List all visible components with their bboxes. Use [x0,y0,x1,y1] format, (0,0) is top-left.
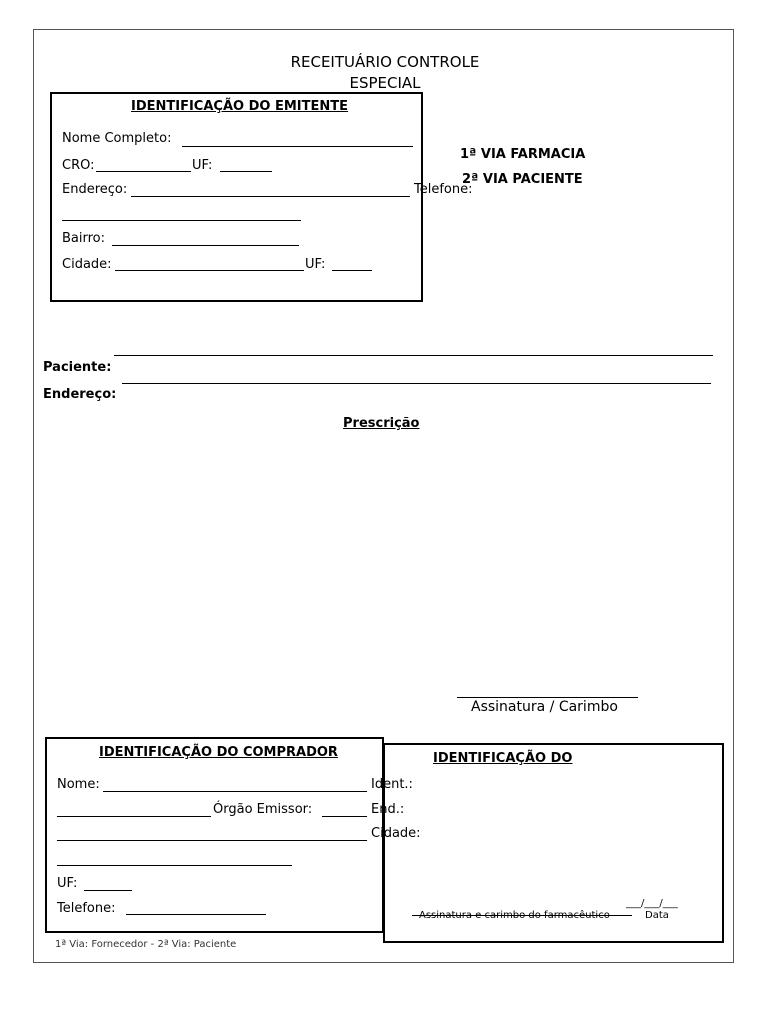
emitente-nome-field[interactable] [182,146,413,147]
emitente-uf-label: UF: [192,158,213,173]
signature-line[interactable] [457,697,638,698]
emitente-endereco-label: Endereço: [62,182,128,197]
emitente-endereco-field[interactable] [131,196,410,197]
comprador-heading: IDENTIFICAÇÃO DO COMPRADOR [99,745,338,760]
fornecedor-end-label: End.: [371,802,405,817]
emitente-endereco-field-2[interactable] [62,220,301,221]
emitente-cidade-label: Cidade: [62,257,112,272]
comprador-orgao-field[interactable] [322,816,367,817]
comprador-telefone-label: Telefone: [57,901,116,916]
emitente-heading: IDENTIFICAÇÃO DO EMITENTE [131,99,348,114]
via-farmacia: 1ª VIA FARMACIA [460,147,586,162]
emitente-telefone-label: Telefone: [414,182,473,197]
prescricao-heading: Prescrição [343,416,420,431]
signature-label: Assinatura / Carimbo [471,699,618,715]
fornecedor-heading: IDENTIFICAÇÃO DO [433,751,573,766]
comprador-orgao-label: Órgão Emissor: [213,802,313,817]
via-paciente: 2ª VIA PACIENTE [462,172,583,187]
paciente-field[interactable] [114,355,713,356]
comprador-endereco-field-2[interactable] [57,865,292,866]
document-title-line1: RECEITUÁRIO CONTROLE [290,53,480,71]
paciente-endereco-field[interactable] [122,383,711,384]
emitente-cro-field[interactable] [96,171,191,172]
document-title-line2: ESPECIAL [349,74,421,92]
comprador-telefone-field[interactable] [126,914,266,915]
emitente-cidade-field[interactable] [115,270,304,271]
fornecedor-ident-label: Ident.: [371,777,413,792]
comprador-uf-label: UF: [57,876,78,891]
footer-note: 1ª Via: Fornecedor - 2ª Via: Paciente [55,939,237,950]
emitente-uf-field[interactable] [220,171,272,172]
emitente-cro-label: CRO: [62,158,95,173]
comprador-uf-field[interactable] [84,890,132,891]
paciente-endereco-label: Endereço: [43,387,117,402]
comprador-endereco-field[interactable] [57,840,367,841]
comprador-nome-field[interactable] [103,791,367,792]
emitente-uf2-field[interactable] [332,270,372,271]
emitente-nome-label: Nome Completo: [62,131,172,146]
farmaceutico-signature-line[interactable] [412,915,632,916]
paciente-label: Paciente: [43,360,112,375]
comprador-nome-label: Nome: [57,777,100,792]
date-label: Data [645,910,669,921]
comprador-documento-field[interactable] [57,816,211,817]
emitente-bairro-label: Bairro: [62,231,106,246]
farmaceutico-signature-label: Assinatura e carimbo do farmacêutico [419,910,610,921]
emitente-uf2-label: UF: [305,257,326,272]
emitente-bairro-field[interactable] [112,245,299,246]
date-field[interactable]: ___/___/___ [626,898,678,909]
fornecedor-cidade-label: Cidade: [371,826,421,841]
